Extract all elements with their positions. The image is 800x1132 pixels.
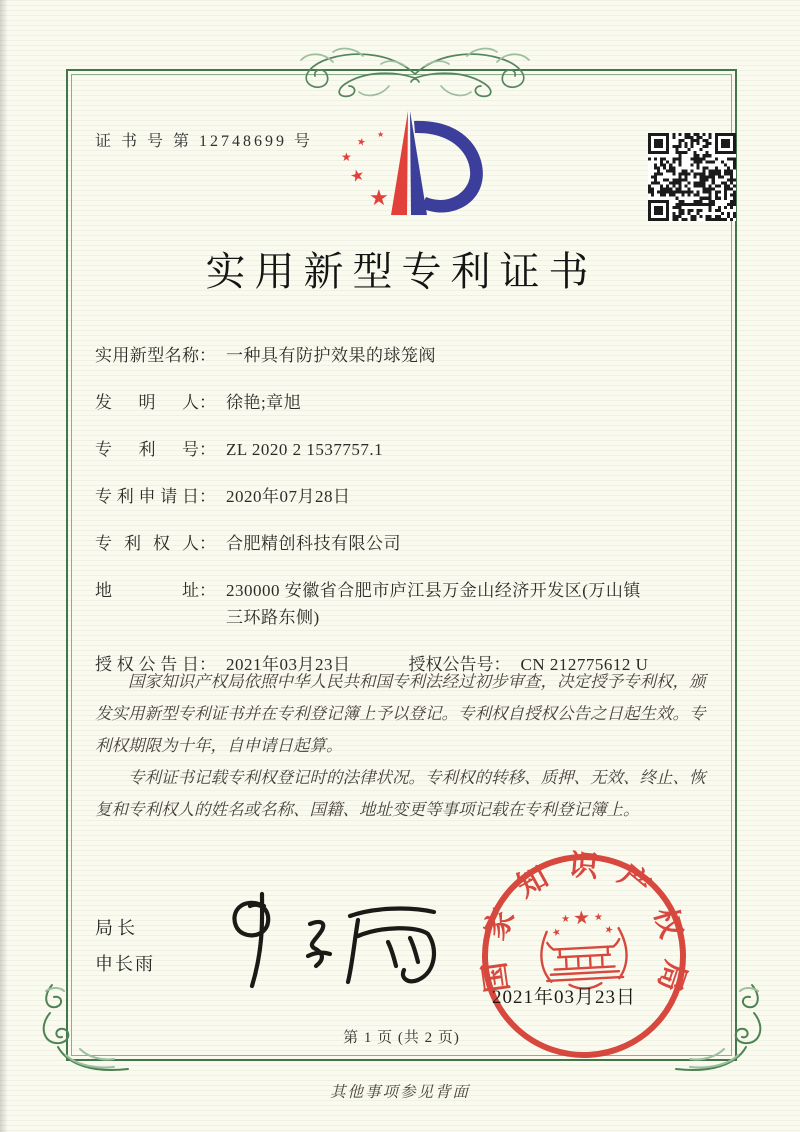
- svg-text:★: ★: [355, 136, 367, 149]
- grant-date-value: 2021年03月23日: [226, 655, 351, 674]
- seal-agency-text: 国家知识产权局: [475, 848, 693, 1013]
- field-label: 授权公告日: [95, 655, 199, 674]
- legal-text: [95, 666, 713, 826]
- field-value: ZL 2020 2 1537757.1: [226, 440, 384, 459]
- commissioner-signature-icon: [212, 886, 442, 996]
- field-list: [95, 342, 655, 678]
- field-row-filing-date: 专利申请日 ： 2020年07月28日: [95, 483, 655, 510]
- field-row-inventor: 发明人 ： 徐艳;章旭: [95, 389, 655, 416]
- cnipa-logo: [333, 103, 485, 229]
- grant-number-value: CN 212775612 U: [520, 655, 649, 674]
- field-row-name: 实用新型名称 ： 一种具有防护效果的球笼阀: [95, 342, 655, 369]
- svg-text:★: ★: [348, 164, 367, 187]
- back-side-note: 其他事项参见背面: [329, 1084, 470, 1101]
- commissioner-name: 申长雨: [95, 954, 155, 974]
- field-row-address: 地址 ： 230000 安徽省合肥市庐江县万金山经济开发区(万山镇三环路东侧): [95, 577, 655, 631]
- page-indicator: 第 1 页 (共 2 页): [343, 1030, 460, 1046]
- field-value: 230000 安徽省合肥市庐江县万金山经济开发区(万山镇三环路东侧): [226, 581, 641, 627]
- field-value: 2020年07月28日: [226, 487, 351, 506]
- scan-edge-shadow: [0, 0, 8, 1132]
- field-label: 地址: [95, 581, 199, 600]
- field-label: 专利申请日: [95, 487, 199, 506]
- legal-paragraph-1: 国家知识产权局依照中华人民共和国专利法经过初步审查，决定授予专利权，颁发实用新型专利证书并在专利登记簿上予以登记。专利权自授权公告之日起生效。专利权期限为十年，自申请日起算。: [95, 672, 706, 755]
- field-value: 徐艳;章旭: [226, 393, 302, 412]
- logo-stars: [341, 130, 389, 211]
- top-scroll-flourish-icon: [293, 44, 537, 102]
- field-label: 实用新型名称: [95, 346, 199, 365]
- field-row-patentee: 专利权人 ： 合肥精创科技有限公司: [95, 530, 655, 557]
- seal-date: 2021年03月23日: [492, 987, 637, 1008]
- svg-text:★: ★: [602, 923, 615, 937]
- field-value: 合肥精创科技有限公司: [226, 534, 401, 553]
- svg-text:★: ★: [550, 926, 563, 940]
- svg-text:★: ★: [593, 911, 604, 924]
- field-label: 专利号: [95, 440, 199, 459]
- field-label: 授权公告号: [408, 655, 494, 674]
- grant-number-pair: 授权公告号 ： CN 212775612 U: [409, 651, 649, 678]
- certificate-number: 证 书 号 第 12748699 号: [95, 133, 314, 150]
- svg-text:★: ★: [369, 186, 389, 211]
- field-label: 发明人: [95, 393, 199, 412]
- svg-text:★: ★: [572, 906, 591, 930]
- svg-text:★: ★: [560, 913, 571, 926]
- svg-text:★: ★: [341, 150, 352, 164]
- legal-paragraph-2: 专利证书记载专利权登记时的法律状况。专利权的转移、质押、无效、终止、恢复和专利权人的姓名或名称、国籍、地址变更等事项记载在专利登记簿上。: [95, 768, 706, 819]
- field-value: 一种具有防护效果的球笼阀: [226, 346, 436, 365]
- certificate-title: 实用新型专利证书: [205, 249, 598, 294]
- svg-text:★: ★: [377, 130, 385, 139]
- field-row-grant: 授权公告日 ： 2021年03月23日 授权公告号 ： CN 212775612 U: [95, 651, 655, 678]
- logo-red-wedge: [391, 111, 408, 215]
- field-row-patent-no: 专利号 ： ZL 2020 2 1537757.1: [95, 436, 655, 463]
- commissioner-title: 局长: [95, 918, 139, 938]
- national-emblem-icon: [539, 905, 628, 991]
- field-label: 专利权人: [95, 534, 199, 553]
- qr-code: [648, 133, 736, 221]
